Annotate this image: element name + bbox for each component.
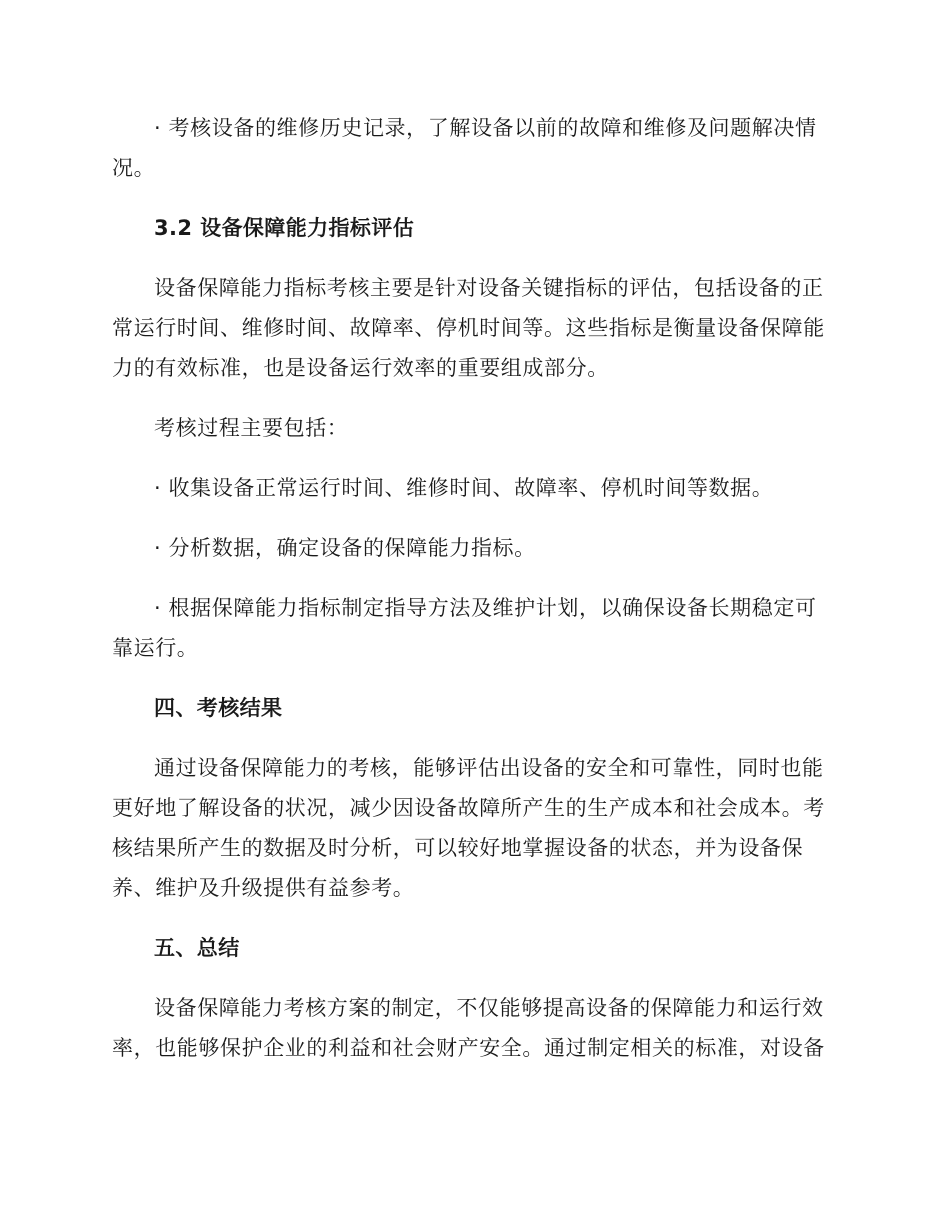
bullet-maintenance-history: · 考核设备的维修历史记录，了解设备以前的故障和维修及问题解决情况。 [112,116,817,180]
paragraph-results: 通过设备保障能力的考核，能够评估出设备的安全和可靠性，同时也能更好地了解设备的状况，减少因设备故障所产生的生产成本和社会成本。考核结果所产生的数据及时分析，可以较好地掌握设备的状态，并为设备保养、维护及升级提供有益参考。 [112,756,825,900]
paragraph-process-intro: 考核过程主要包括： [154,416,349,440]
bullet-collect-data: · 收集设备正常运行时间、维修时间、故障率、停机时间等数据。 [154,476,774,500]
section-heading-3-2: 3.2 设备保障能力指标评估 [154,216,415,240]
paragraph-indicator-assessment: 设备保障能力指标考核主要是针对设备关键指标的评估，包括设备的正常运行时间、维修时间、故障率、停机时间等。这些指标是衡量设备保障能力的有效标准，也是设备运行效率的重要组成部分。 [112,276,825,380]
paragraph-summary: 设备保障能力考核方案的制定，不仅能够提高设备的保障能力和运行效率，也能够保护企业的利益和社会财产安全。通过制定相关的标准，对设备 [112,996,825,1060]
section-heading-summary: 五、总结 [154,936,240,960]
bullet-make-plan: · 根据保障能力指标制定指导方法及维护计划，以确保设备长期稳定可靠运行。 [112,596,817,660]
document-page [112,108,832,1068]
bullet-analyze-data: · 分析数据，确定设备的保障能力指标。 [154,536,536,560]
section-heading-results: 四、考核结果 [154,696,283,720]
